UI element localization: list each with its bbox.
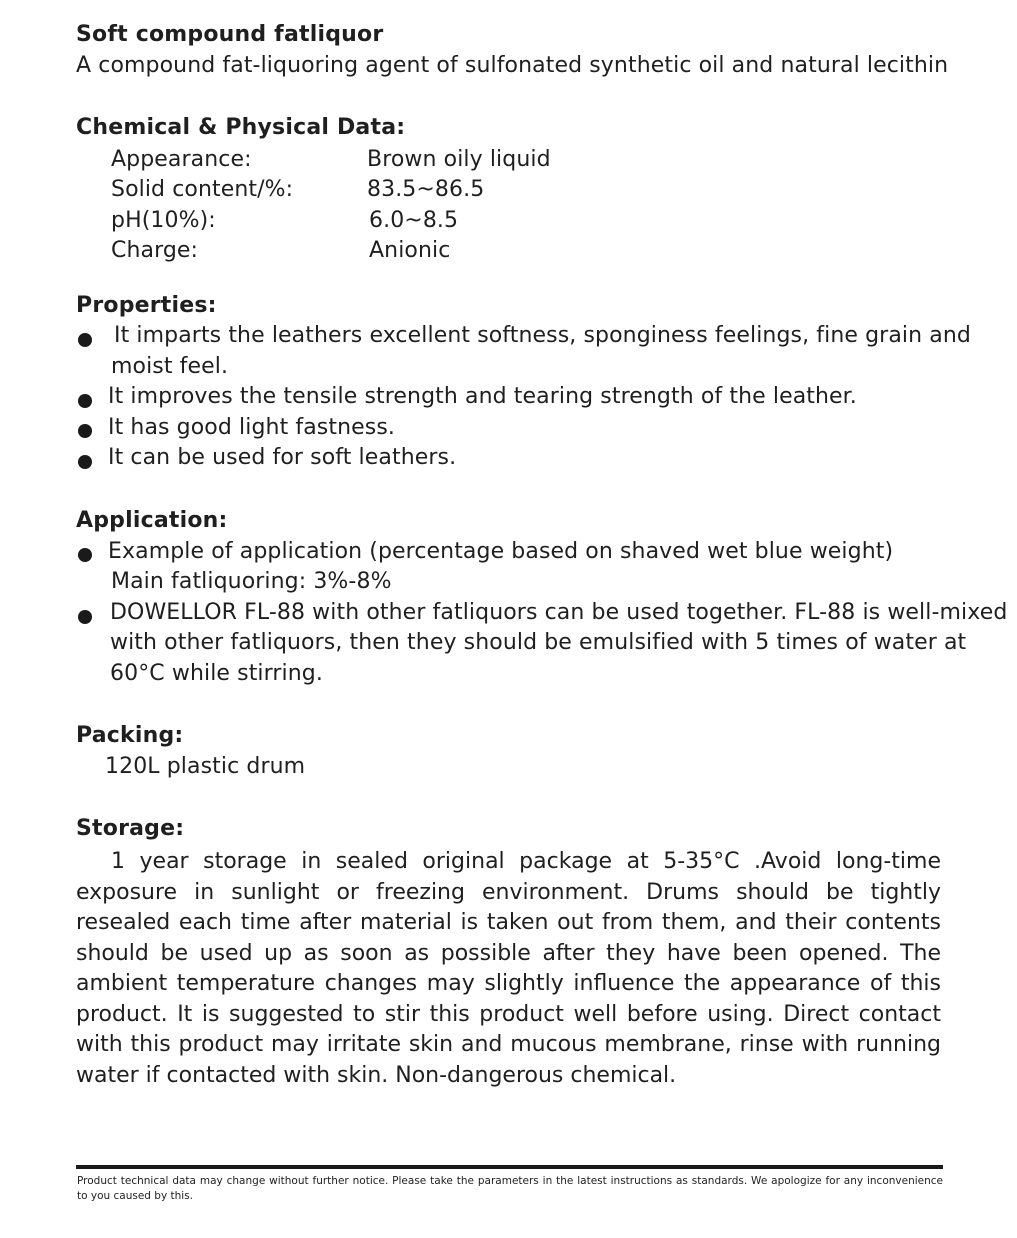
bullet-icon — [78, 610, 92, 624]
properties-heading: Properties: — [76, 293, 217, 318]
packing-heading: Packing: — [76, 723, 184, 748]
charge-value: Anionic — [369, 238, 451, 263]
ph-value: 6.0~8.5 — [369, 208, 459, 233]
application-heading: Application: — [76, 508, 228, 533]
solid-content-label: Solid content/%: — [111, 177, 294, 202]
product-title: Soft compound fatliquor — [76, 22, 384, 47]
property-item-1-line-2: moist feel. — [111, 354, 229, 379]
appearance-value: Brown oily liquid — [367, 147, 551, 172]
bullet-icon — [78, 394, 92, 408]
bullet-icon — [78, 333, 92, 347]
footer-divider — [76, 1165, 943, 1169]
storage-text: 1 year storage in sealed original package at 5-35°C .Avoid long-time exposure in sunlight or freezing environment. Drums should be tightly resealed each time after material is taken out from them, and their contents should be used up as soon as possible after they have been opened. The ambient temperature changes may slightly influence the appearance of this product. It is suggested to stir this product well before using. Direct contact with this product may irritate skin and mucous membrane, rinse with running water if contacted with skin. Non-dangerous chemical. — [76, 849, 941, 1088]
solid-content-value: 83.5~86.5 — [367, 177, 485, 202]
application-item-1-line-1: Example of application (percentage based on shaved wet blue weight) — [108, 539, 894, 564]
product-description: A compound fat-liquoring agent of sulfonated synthetic oil and natural lecithin — [76, 53, 949, 78]
appearance-label: Appearance: — [111, 147, 252, 172]
property-item-3: It has good light fastness. — [108, 415, 395, 440]
property-item-2: It improves the tensile strength and tearing strength of the leather. — [108, 384, 857, 409]
property-item-1-line-1: It imparts the leathers excellent softness, sponginess feelings, fine grain and — [114, 323, 971, 348]
packing-text: 120L plastic drum — [105, 754, 306, 779]
application-item-2-line-3: 60°C while stirring. — [110, 661, 323, 686]
application-item-2-line-1: DOWELLOR FL-88 with other fatliquors can be used together. FL-88 is well-mixed — [110, 600, 1008, 625]
storage-heading: Storage: — [76, 816, 185, 841]
application-item-2-line-2: with other fatliquors, then they should be emulsified with 5 times of water at — [110, 630, 967, 655]
bullet-icon — [78, 455, 92, 469]
bullet-icon — [78, 548, 92, 562]
bullet-icon — [78, 424, 92, 438]
charge-label: Charge: — [111, 238, 199, 263]
footer-notice: Product technical data may change without further notice. Please take the parameters in the latest instructions as standards. We apologize for any inconvenience to you caused by this. — [77, 1175, 943, 1202]
application-item-1-line-2: Main fatliquoring: 3%-8% — [111, 569, 392, 594]
chemical-physical-heading: Chemical & Physical Data: — [76, 115, 406, 140]
property-item-4: It can be used for soft leathers. — [108, 445, 457, 470]
ph-label: pH(10%): — [111, 208, 216, 233]
